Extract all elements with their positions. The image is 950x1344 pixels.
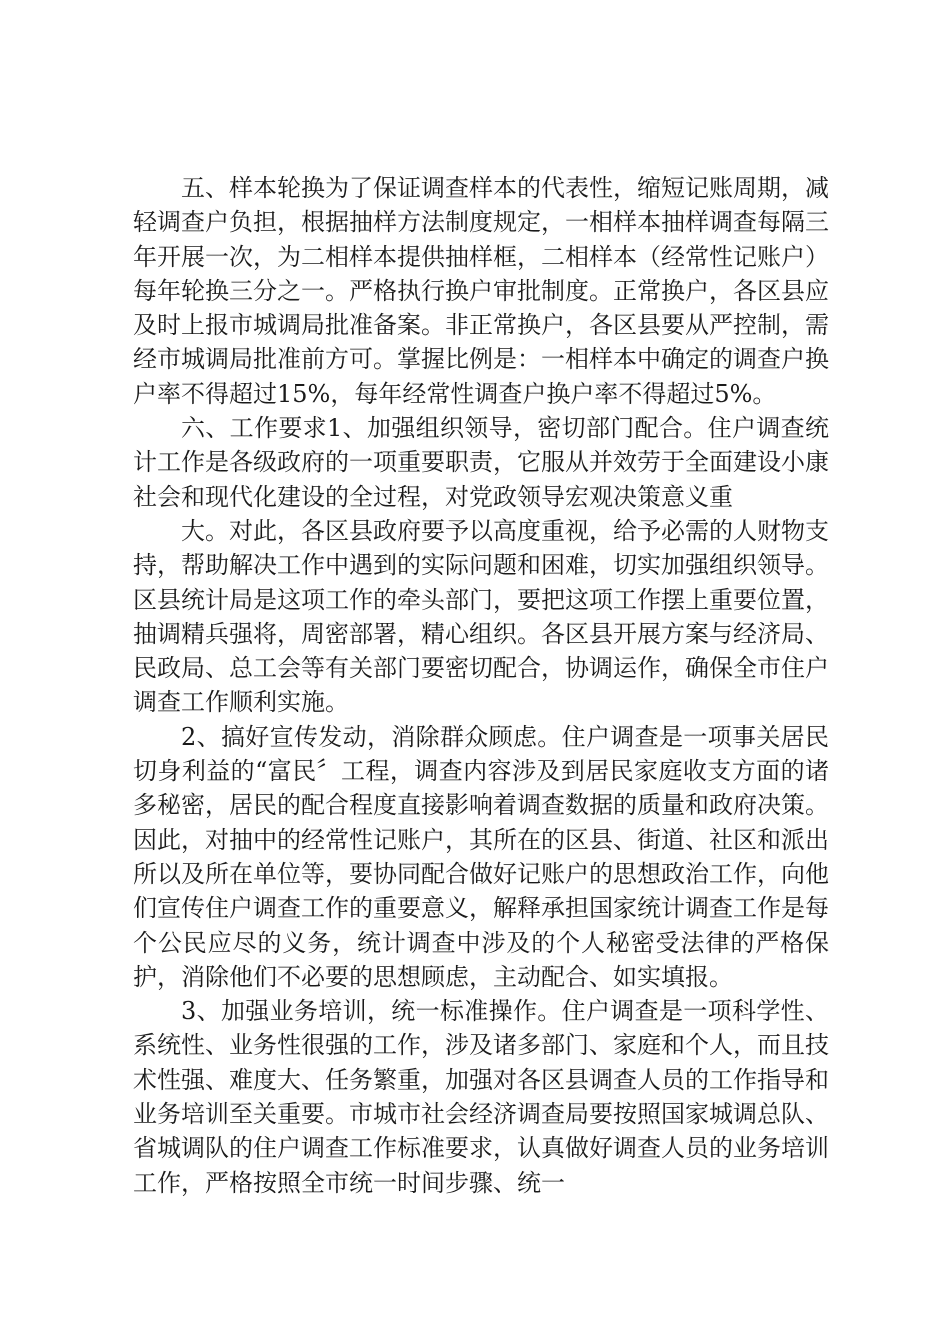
paragraph-work-requirements: 六、工作要求1、加强组织领导，密切部门配合。住户调查统计工作是各级政府的一项重要职责，它服从并效劳于全面建设小康社会和现代化建设的全过程，对党政领导宏观决策意义重 [133,414,829,511]
paragraph-training: 3、加强业务培训，统一标准操作。住户调查是一项科学性、系统性、业务性很强的工作，涉及诸多部门、家庭和个人，而且技术性强、难度大、任务繁重，加强对各区县调查人员的工作指导和业务培训至关重要。市城市社会经济调查局要按照国家城调总队、省城调队的住户调查工作标准要求，认真做好调查人员的业务培训工作，严格按照全市统一时间步骤、统一 [133,997,829,1197]
paragraph-organization-leadership: 大。对此，各区县政府要予以高度重视，给予必需的人财物支持，帮助解决工作中遇到的实际问题和困难，切实加强组织领导。区县统计局是这项工作的牵头部门，要把这项工作摆上重要位置，抽调精兵强将，周密部署，精心组织。各区县开展方案与经济局、民政局、总工会等有关部门要密切配合，协调运作，确保全市住户调查工作顺利实施。 [133,516,829,717]
paragraph-sample-rotation: 五、样本轮换为了保证调查样本的代表性，缩短记账周期，减轻调查户负担，根据抽样方法制度规定，一相样本抽样调查每隔三年开展一次，为二相样本提供抽样框，二相样本（经常性记账户）每年轮换三分之一。严格执行换户审批制度。正常换户，各区县应及时上报市城调局批准备案。非正常换户，各区县要从严控制，需经市城调局批准前方可。掌握比例是：一相样本中确定的调查户换户率不得超过15%，每年经常性调查户换户率不得超过5%。 [133,174,829,408]
paragraph-publicity: 2、搞好宣传发动，消除群众顾虑。住户调查是一项事关居民切身利益的“富民〞工程，调查内容涉及到居民家庭收支方面的诸多秘密，居民的配合程度直接影响着调查数据的质量和政府决策。因此，对抽中的经常性记账户，其所在的区县、街道、社区和派出所以及所在单位等，要协同配合做好记账户的思想政治工作，向他们宣传住户调查工作的重要意义，解释承担国家统计调查工作是每个公民应尽的义务，统计调查中涉及的个人秘密受法律的严格保护，消除他们不必要的思想顾虑，主动配合、如实填报。 [133,722,829,991]
document-body [133,171,829,1200]
